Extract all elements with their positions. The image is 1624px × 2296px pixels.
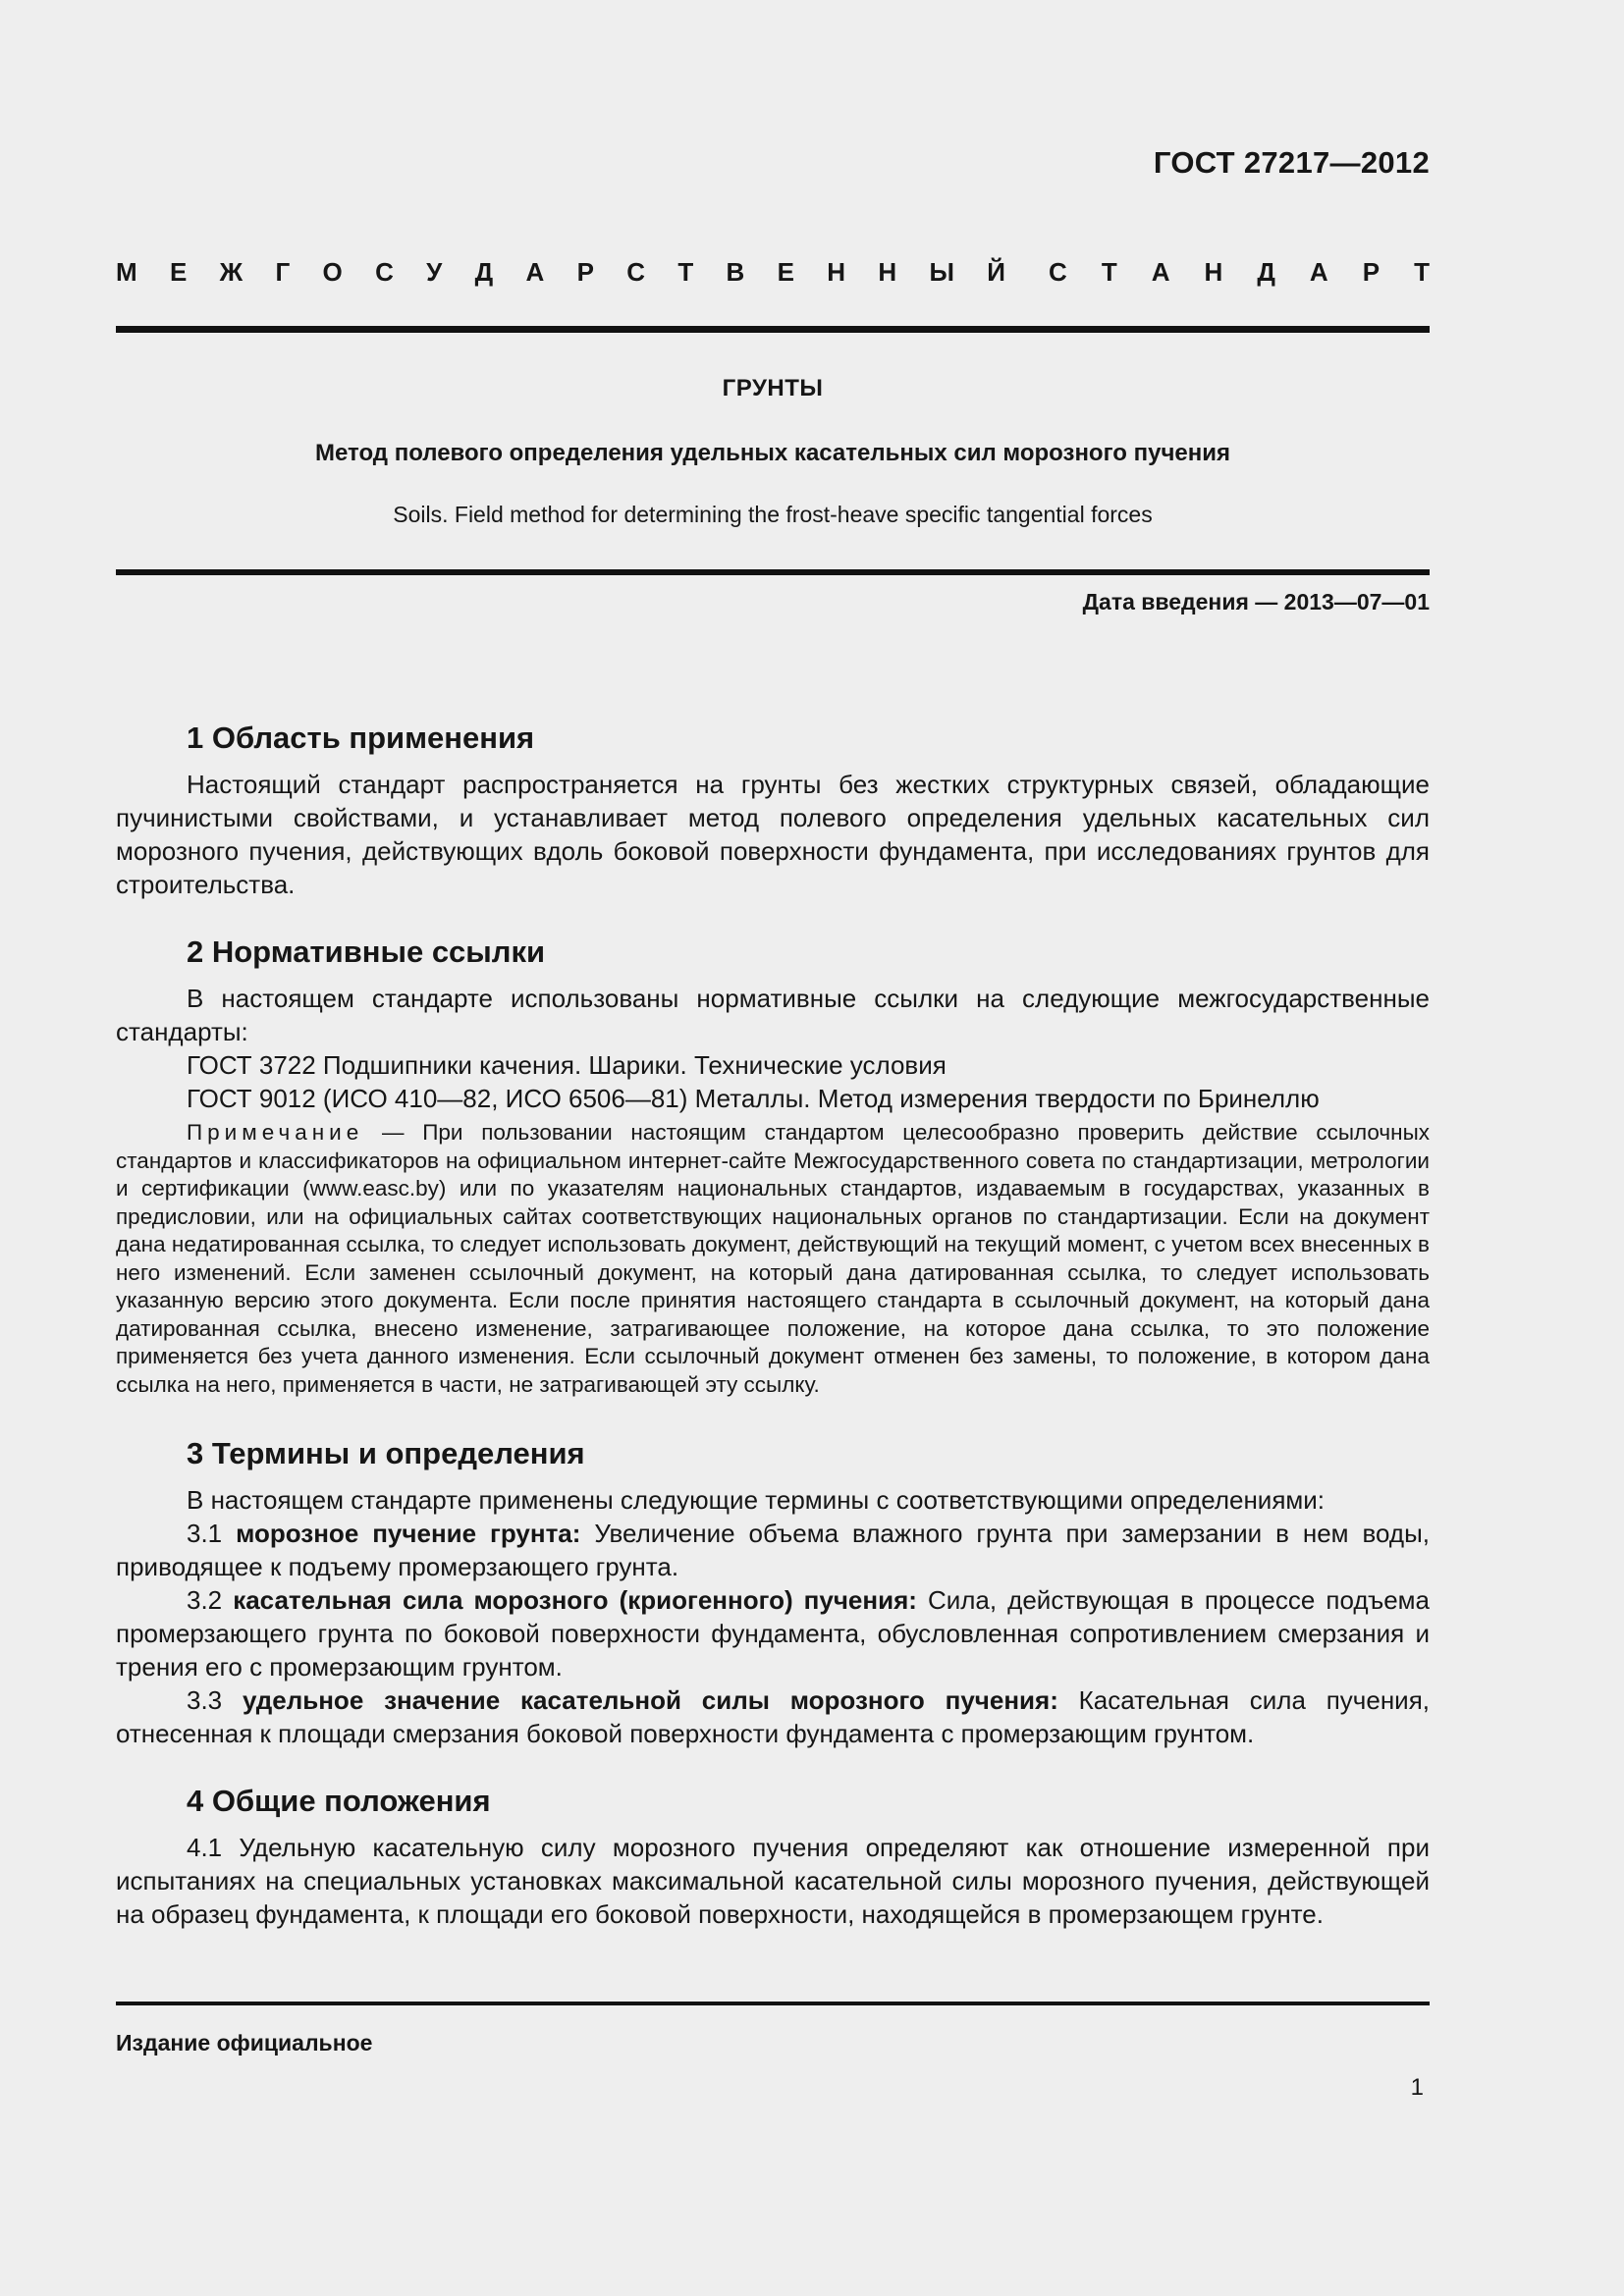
standard-type-letter: Н [827,257,846,287]
term-name: касательная сила морозного (криогенного) пучения: [233,1585,917,1615]
standard-type-letter: А [1309,257,1328,287]
standard-type-letter: Ж [219,257,244,287]
standard-type-letter: А [525,257,545,287]
term-number: 3.2 [187,1585,234,1615]
standard-type-letter: Т [677,257,694,287]
standard-type-letter: Е [777,257,794,287]
section-2-note [116,1119,1430,1399]
standard-type-letter: Н [1204,257,1223,287]
note-label: Примечание [187,1120,364,1145]
term-text: Увеличение объема влажного грунта при замерзании в нем воды, приводящее к подъему промерзающего грунта. [116,1519,1430,1581]
note-text: — При пользовании настоящим стандартом целесообразно проверить действие ссылочных стандартов и классификаторов на официальном интернет-сайте Межгосударственного совета по стандартизации, метрологии и сертификации (www.easc.by) или по указателям национальных стандартов, издаваемым в государствах, указанных в предисловии, или на официальных сайтах соответствующих национальных органов по стандартизации. Если на документ дана недатированная ссылка, то следует использовать документ, действующий на текущий момент, с учетом всех внесенных в него изменений. Если заменен ссылочный документ, на который дана датированная ссылка, то следует использовать указанную версию этого документа. Если после принятия настоящего стандарта в ссылочный документ, на который дана датированная ссылка, внесено изменение, затрагивающее положение, на которое дана ссылка, то это положение применяется без учета данного изменения. Если ссылочный документ отменен без замены, то положение, в котором дана ссылка на него, применяется в части, не затрагивающей эту ссылку. [116,1120,1430,1397]
standard-type-letter: С [626,257,646,287]
reference-item: ГОСТ 9012 (ИСО 410—82, ИСО 6506—81) Металлы. Метод измерения твердости по Бринеллю [187,1084,1320,1113]
standard-type-letter: Т [1414,257,1430,287]
standard-type-letter: М [116,257,137,287]
header-rule [116,326,1430,333]
standard-type-word-2 [1049,257,1430,288]
document-english-title: Soils. Field method for determining the frost-heave specific tangential forces [393,502,1153,527]
term-number: 3.1 [187,1519,237,1548]
document-subtitle: Метод полевого определения удельных касательных сил морозного пучения [315,440,1230,466]
section-2-paragraph: В настоящем стандарте использованы нормативные ссылки на следующие межгосударственные стандарты: [116,984,1430,1046]
standard-type-letter: Р [576,257,594,287]
section-3-paragraph: В настоящем стандарте применены следующие термины с соответствующими определениями: [187,1485,1326,1515]
term-text: Касательная сила пучения, отнесенная к площади смерзания боковой поверхности фундамента с промерзающим грунтом. [116,1685,1430,1748]
standard-type-word-1 [116,257,1005,288]
standard-type-letter: Д [474,257,494,287]
section-1-heading: 1 Область применения [187,721,535,755]
standard-type-letter: Ы [929,257,954,287]
body-text [116,717,1430,1931]
standard-type-letter: А [1151,257,1170,287]
term-name: морозное пучение грунта: [236,1519,581,1548]
term-definition [116,1583,1430,1683]
standard-type-banner [116,257,1430,288]
standard-type-letter: С [1049,257,1067,287]
title-rule [116,569,1430,575]
gost-number: ГОСТ 27217—2012 [1153,145,1430,180]
section-3-heading: 3 Термины и определения [187,1436,585,1470]
term-definition [116,1517,1430,1583]
standard-type-letter: Т [1101,257,1117,287]
standard-type-letter: В [726,257,745,287]
standard-type-letter: Е [169,257,188,287]
term-definition [116,1683,1430,1750]
standard-type-letter: Д [1257,257,1275,287]
standard-type-letter: Н [878,257,897,287]
section-4-heading: 4 Общие положения [187,1784,491,1818]
standard-type-letter: Й [987,257,1005,287]
standard-type-letter: Р [1362,257,1380,287]
standard-type-letter: С [375,257,394,287]
section-1-paragraph: Настоящий стандарт распространяется на грунты без жестких структурных связей, обладающие пучинистыми свойствами, и устанавливает метод полевого определения удельных касательных сил морозного пучения, действующих вдоль боковой поверхности фундамента, при исследованиях грунтов для строительства. [116,770,1430,899]
section-2-heading: 2 Нормативные ссылки [187,934,546,969]
term-number: 3.3 [187,1685,243,1715]
document-title: ГРУНТЫ [722,375,824,401]
standard-type-letter: О [322,257,343,287]
footer-rule [116,2002,1430,2005]
term-name: удельное значение касательной силы морозного пучения: [242,1685,1058,1715]
intro-date: Дата введения — 2013—07—01 [1082,589,1430,614]
reference-item: ГОСТ 3722 Подшипники качения. Шарики. Технические условия [187,1050,947,1080]
term-text: Сила, действующая в процессе подъема промерзающего грунта по боковой поверхности фундамента, обусловленная сопротивлением смерзания и трения его с промерзающим грунтом. [116,1585,1430,1682]
standard-type-letter: У [426,257,443,287]
page-number: 1 [1410,2074,1424,2101]
section-4-paragraph: 4.1 Удельную касательную силу морозного пучения определяют как отношение измеренной при испытаниях на специальных установках максимальной касательной силы морозного пучения, действующей на образец фундамента, к площади его боковой поверхности, находящейся в промерзающем грунте. [116,1833,1430,1929]
standard-type-letter: Г [275,257,291,287]
official-edition-label: Издание официальное [116,2030,373,2056]
